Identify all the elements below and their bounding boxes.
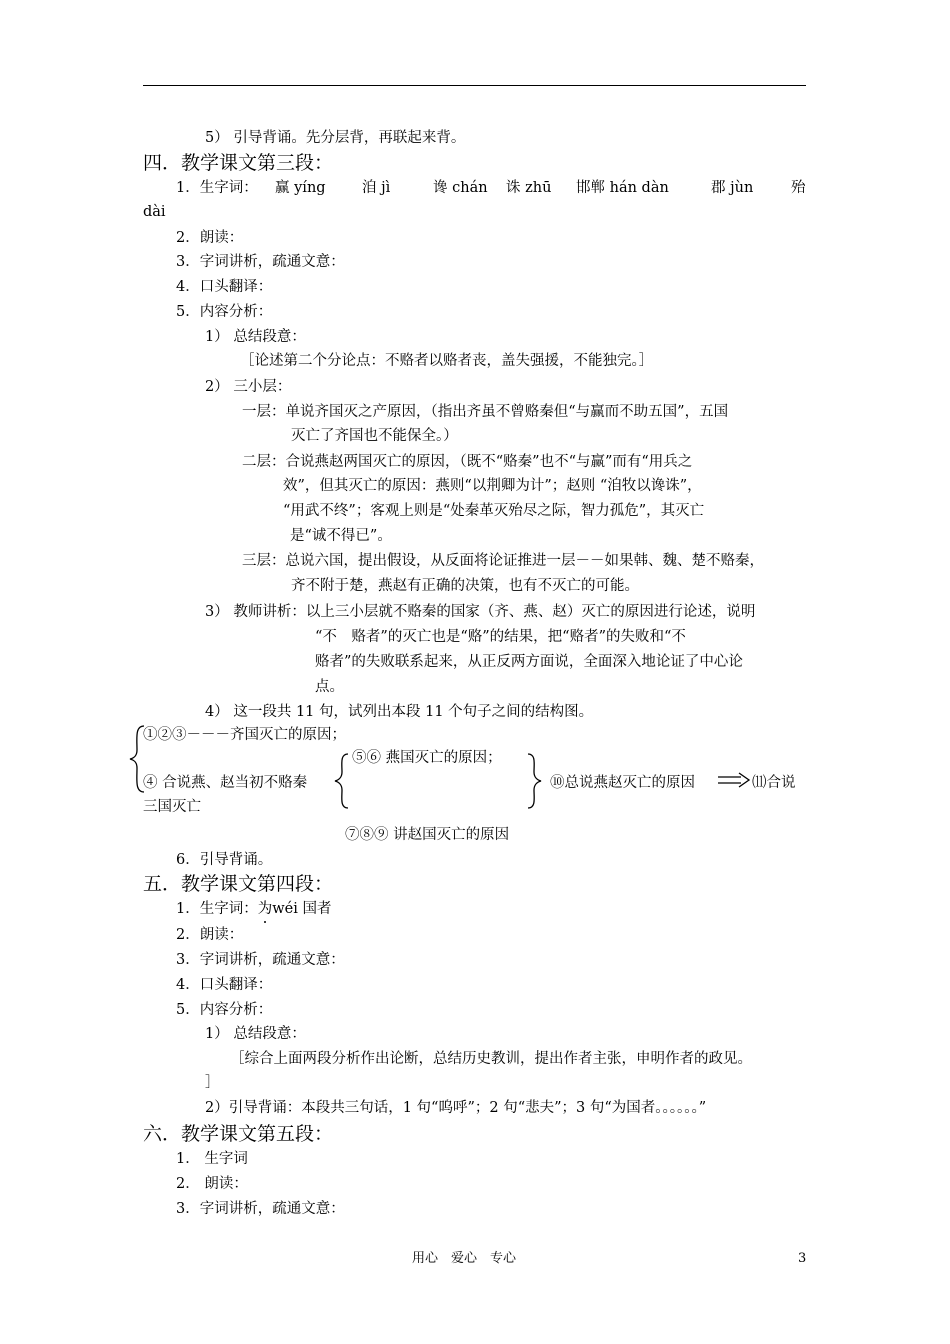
teacher-analysis-line: “不 赂者”的灭亡也是“赂”的结果，把“赂者”的失败和“不 [315,629,686,645]
layer-2-line: “用武不终”；客观上则是“处秦革灭殆尽之际，智力孤危”，其灭亡 [283,503,705,519]
analysis-1-text-end: ］ [205,1075,220,1091]
diagram-zhao: ⑦⑧⑨ 讲赵国灭亡的原因 [345,827,510,843]
layer-3-line: 齐不附于楚，燕赵有正确的决策，也有不灭亡的可能。 [291,578,639,594]
step-analysis: 5．内容分析： [176,1002,273,1018]
analysis-1-label: 1） 总结段意： [205,1026,306,1042]
recite-step: 5） 引导背诵。先分层背，再联起来背。 [205,130,466,146]
vocab-word: 邯郸 hán dàn [576,180,669,196]
diagram-qi: ①②③－－－齐国灭亡的原因； [143,727,346,743]
analysis-1-text: ［论述第二个分论点：不赂者以赂者丧，盖失强援，不能独完。］ [240,353,654,369]
diagram-yan: ⑤⑥ 燕国灭亡的原因； [352,750,502,766]
vocab-label-text: 1．生字词： [176,901,258,917]
step-explain: 3．字词讲析，疏通文意： [176,952,345,968]
vocab-char: 为 [257,901,273,917]
analysis-2-label: 2） 三小层： [205,379,292,395]
diagram-summary: ⑩总说燕赵灭亡的原因 [550,775,695,791]
right-brace [526,752,544,810]
page-number: 3 [798,1251,807,1266]
step-recite: 6．引导背诵。 [176,852,273,868]
section-5-heading: 五．教学课文第四段： [143,873,334,895]
section-6-heading: 六．教学课文第五段： [143,1123,334,1145]
step-translate: 4．口头翻译： [176,977,273,993]
vocab-rest: wéi 国者 [272,901,332,917]
vocab-label: 1．生字词： [176,180,258,196]
layer-1-line: 灭亡了齐国也不能保全。） [291,428,458,444]
analysis-2-text: 2）引导背诵：本段共三句话，1 句“呜呼”；2 句“悲夫”；3 句“为国者。。。。。。” [205,1100,707,1116]
section-4-heading: 四．教学课文第三段： [143,152,334,174]
layer-1-line: 一层：单说齐国灭之产原因，（指出齐虽不曾赂秦但“与赢而不助五国”，五国 [242,404,729,420]
step-translate: 4．口头翻译： [176,279,273,295]
middle-brace [332,752,350,810]
teacher-analysis-line: 3） 教师讲析：以上三小层就不赂秦的国家（齐、燕、赵）灭亡的原因进行论述，说明 [205,604,756,620]
step-read: 2．朗读： [176,927,244,943]
step-vocab: 1． 生字词 [176,1151,248,1167]
diagram-eleven: ⑾合说 [752,775,796,791]
layer-2-line: 效”，但其灭亡的原因：燕则“以荆卿为计”；赵则 “洎牧以谗诛”， [283,478,702,494]
footer-motto: 用心 爱心 专心 [412,1251,517,1266]
teacher-analysis-line: 赂者”的失败联系起来，从正反两方面说，全面深入地论证了中心论 [315,654,743,670]
vocab-word: 谗 chán [433,180,488,196]
double-arrow-icon [717,772,751,788]
step-read: 2．朗读： [176,230,244,246]
layer-2-line: 二层：合说燕赵两国灭亡的原因，（既不“赂秦”也不“与赢”而有“用兵之 [242,454,693,470]
structure-prompt: 4） 这一段共 11 句，试列出本段 11 个句子之间的结构图。 [205,704,594,720]
step-read: 2． 朗读： [176,1176,248,1192]
vocab-word: 殆 [791,180,806,196]
vocab-word: 诛 zhū [506,180,552,196]
step-explain: 3．字词讲析，疏通文意： [176,254,345,270]
step-analysis: 5．内容分析： [176,304,273,320]
diagram-combined: ④ 合说燕、赵当初不赂秦 [143,775,308,791]
vocab-word: 洎 jì [362,180,391,196]
analysis-1-label: 1） 总结段意： [205,329,306,345]
layer-2-line: 是“诚不得已”。 [290,528,392,544]
vocab-word: 赢 yíng [275,180,326,196]
layer-3-line: 三层：总说六国，提出假设，从反面将论证推进一层－－如果韩、魏、楚不赂秦， [242,553,764,569]
step-explain: 3．字词讲析，疏通文意： [176,1201,345,1217]
header-rule [143,85,806,86]
vocab-word-wrap: dài [143,204,166,220]
vocab-label [176,899,331,919]
analysis-1-text: ［综合上面两段分析作出论断，总结历史教训，提出作者主张，申明作者的政见。 [230,1051,752,1067]
vocab-word: 郡 jùn [711,180,754,196]
diagram-three-states: 三国灭亡 [143,799,201,815]
teacher-analysis-line: 点。 [315,679,344,695]
